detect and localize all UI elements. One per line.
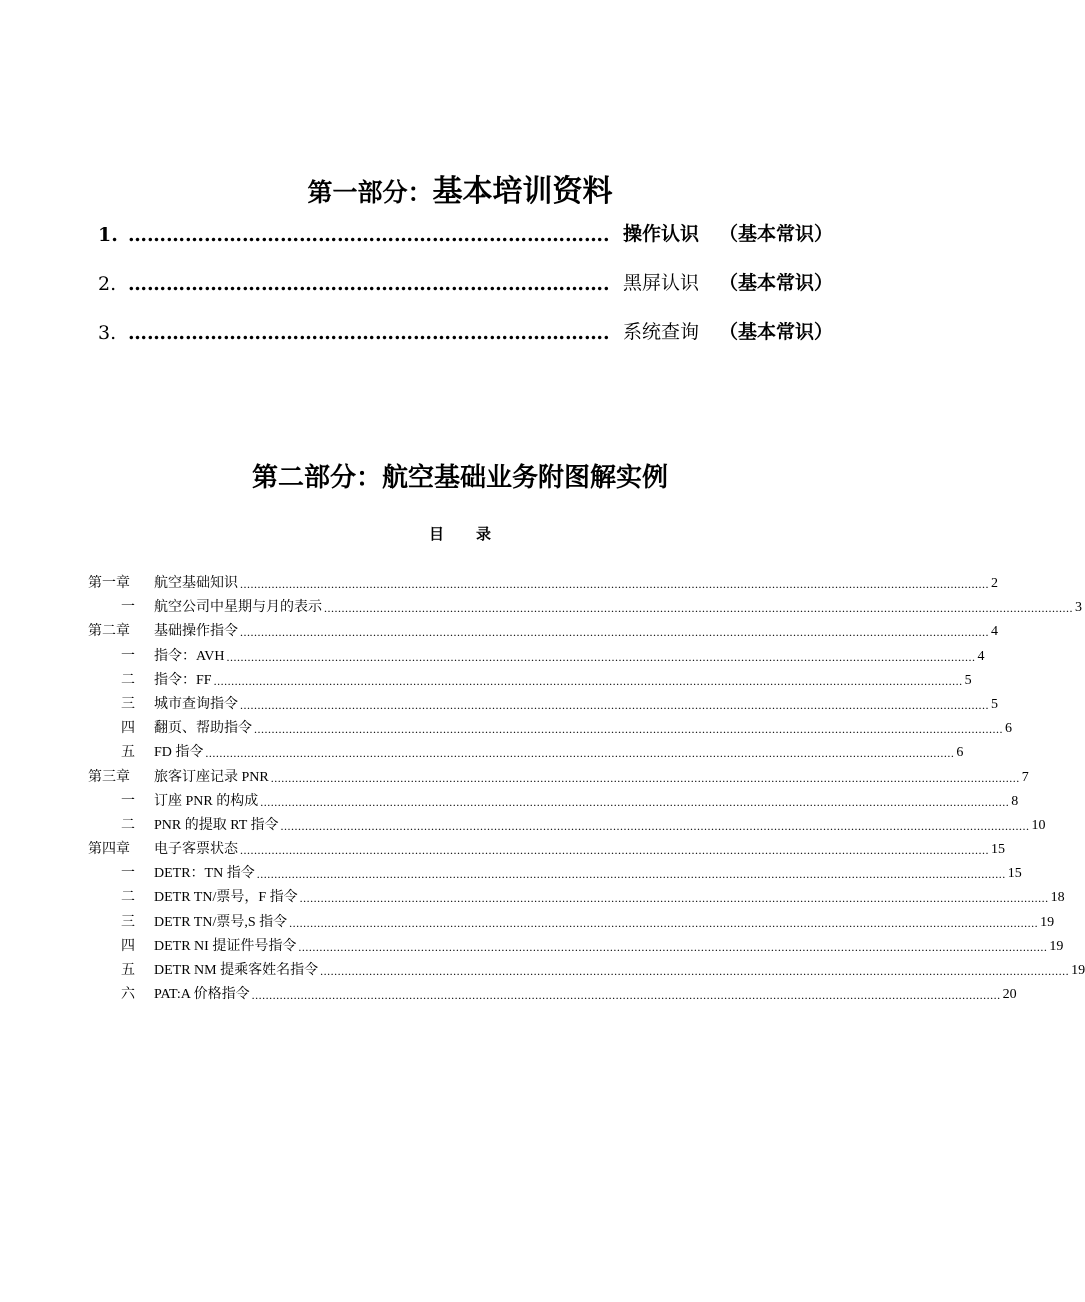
toc-section-number: 三 (121, 915, 135, 930)
toc-chapter-number: 第一章 (88, 576, 130, 591)
part1-item-number: 1. (98, 224, 118, 246)
toc-entry-title: 航空公司中星期与月的表示 (154, 600, 322, 615)
toc-section-number: 四 (121, 721, 135, 736)
toc-row[interactable] (88, 814, 1046, 834)
toc-leader: ...................................................................................................................................................................................................................... (280, 819, 1030, 833)
toc-entry-title: 指令：FF (154, 673, 212, 688)
toc-entry-title: 基础操作指令 (154, 624, 238, 639)
toc-page-number: 18 (1050, 890, 1065, 905)
toc-leader: ...................................................................................................................................................................................................................... (240, 698, 989, 712)
part1-title-prefix: 第一部分： (307, 178, 433, 207)
toc-entry-title: DETR TN/票号,S 指令 (154, 915, 288, 930)
toc-page-number: 15 (991, 842, 1005, 857)
toc-entry-title: 翻页、帮助指令 (154, 721, 252, 736)
toc-section-number: 六 (121, 987, 135, 1002)
toc-page-number: 6 (956, 745, 964, 760)
toc-page-number: 5 (964, 673, 972, 688)
toc-row[interactable] (88, 693, 998, 713)
toc-page-number: 4 (977, 649, 985, 664)
toc-page-number: 20 (1002, 987, 1017, 1002)
toc-page-number: 3 (1075, 600, 1082, 615)
toc-row[interactable] (88, 838, 1005, 858)
toc-section-number: 五 (121, 745, 135, 760)
toc-row[interactable] (88, 645, 985, 665)
toc-row[interactable] (88, 911, 1055, 931)
toc-leader: ...................................................................................................................................................................................................................... (256, 867, 1006, 881)
toc-row[interactable] (88, 935, 1064, 955)
toc-row[interactable] (88, 862, 1022, 882)
toc-entry-title: DETR：TN 指令 (154, 866, 255, 881)
toc-entry-title: 航空基础知识 (154, 576, 238, 591)
part1-item (98, 316, 833, 344)
part1-item-number: 3. (98, 322, 117, 344)
toc-leader: ...................................................................................................................................................................................................................... (240, 843, 989, 857)
part1-item-note: （基本常识） (718, 321, 833, 343)
toc-section-number: 四 (121, 939, 135, 954)
toc-row[interactable] (88, 717, 1012, 737)
toc-page-number: 6 (1005, 721, 1012, 736)
part1-item-note: （基本常识） (718, 272, 833, 294)
toc-row[interactable] (88, 741, 964, 761)
toc-entry-title: FD 指令 (154, 745, 204, 760)
toc-page-number: 4 (991, 624, 998, 639)
toc-leader: ...................................................................................................................................................................................................................... (289, 916, 1039, 930)
toc-row[interactable] (88, 572, 998, 592)
toc-row[interactable] (88, 983, 1017, 1003)
toc-entry-title: 城市查询指令 (154, 697, 238, 712)
toc-section-number: 三 (121, 697, 135, 712)
toc-page-number: 7 (1021, 770, 1029, 785)
toc-row[interactable] (88, 790, 1019, 810)
toc-page-number: 19 (1040, 915, 1055, 930)
toc-entry-title: PNR 的提取 RT 指令 (154, 818, 279, 833)
part1-item-label: 操作认识 (622, 223, 699, 245)
part1-item-number: 2. (98, 273, 117, 295)
toc-row[interactable] (88, 766, 1029, 786)
toc-leader: ...................................................................................................................................................................................................................... (213, 674, 963, 688)
toc-entry-title: DETR NM 提乘客姓名指令 (154, 963, 319, 978)
toc-chapter-number: 第四章 (88, 842, 130, 857)
toc-leader: ...................................................................................................................................................................................................................... (205, 746, 955, 760)
toc-section-number: 一 (121, 866, 135, 881)
toc-leader: ...................................................................................................................................................................................................................... (299, 891, 1049, 905)
toc-leader: ...................................................................................................................................................................................................................... (251, 988, 1001, 1002)
toc-section-number: 一 (121, 600, 135, 615)
toc-page-number: 8 (1011, 794, 1019, 809)
toc-row[interactable] (88, 959, 1085, 979)
toc-leader: ...................................................................................................................................................................................................................... (320, 964, 1070, 978)
toc-chapter-number: 第三章 (88, 770, 130, 785)
part1-item-leader: …………………………………………………………………. (128, 224, 610, 246)
toc-chapter-number: 第二章 (88, 624, 130, 639)
toc-section-number: 一 (121, 649, 135, 664)
toc-section-number: 五 (121, 963, 135, 978)
toc-page-number: 19 (1049, 939, 1064, 954)
part2-title: 第二部分：航空基础业务附图解实例 (251, 463, 668, 493)
toc-section-number: 二 (121, 818, 135, 833)
toc-entry-title: 旅客订座记录 PNR (154, 770, 269, 785)
toc-page-number: 5 (991, 697, 998, 712)
toc-leader: ...................................................................................................................................................................................................................... (270, 771, 1020, 785)
part1-item (98, 267, 833, 295)
toc-row[interactable] (88, 620, 998, 640)
toc-section-number: 二 (121, 673, 135, 688)
part1-item-label: 系统查询 (622, 321, 699, 343)
toc-page-number: 2 (991, 576, 998, 591)
part1-title-main: 基本培训资料 (432, 174, 613, 209)
toc-entry-title: 订座 PNR 的构成 (154, 794, 259, 809)
toc-entry-title: 电子客票状态 (154, 842, 238, 857)
part1-item-leader: …………………………………………………………………. (128, 273, 610, 295)
toc-page-number: 19 (1071, 963, 1085, 978)
toc-section-number: 一 (121, 794, 135, 809)
part1-item-leader: …………………………………………………………………. (128, 322, 610, 344)
part1-item-label: 黑屏认识 (622, 272, 699, 294)
toc-leader: ...................................................................................................................................................................................................................... (240, 577, 989, 591)
toc-leader: ...................................................................................................................................................................................................................... (260, 795, 1010, 809)
toc-entry-title: DETR NI 提证件号指令 (154, 939, 297, 954)
toc-section-number: 二 (121, 890, 135, 905)
part1-title (0, 166, 920, 210)
toc-page-number: 10 (1031, 818, 1046, 833)
toc-entry-title: PAT:A 价格指令 (154, 987, 250, 1002)
toc-entry-title: 指令：AVH (154, 649, 225, 664)
toc-leader: ...................................................................................................................................................................................................................... (240, 625, 989, 639)
toc-row[interactable] (88, 596, 1082, 616)
toc-leader: ...................................................................................................................................................................................................................... (324, 601, 1073, 615)
toc-row[interactable] (88, 669, 972, 689)
toc-leader: ...................................................................................................................................................................................................................... (226, 650, 976, 664)
toc-row[interactable] (88, 886, 1065, 906)
toc-leader: ...................................................................................................................................................................................................................... (298, 940, 1048, 954)
toc-entry-title: DETR TN/票号，F 指令 (154, 890, 298, 905)
part1-item-note: （基本常识） (718, 223, 833, 245)
toc-heading: 目录 (428, 525, 523, 543)
toc-page-number: 15 (1007, 866, 1022, 881)
part1-item (98, 218, 833, 246)
toc-leader: ...................................................................................................................................................................................................................... (254, 722, 1003, 736)
